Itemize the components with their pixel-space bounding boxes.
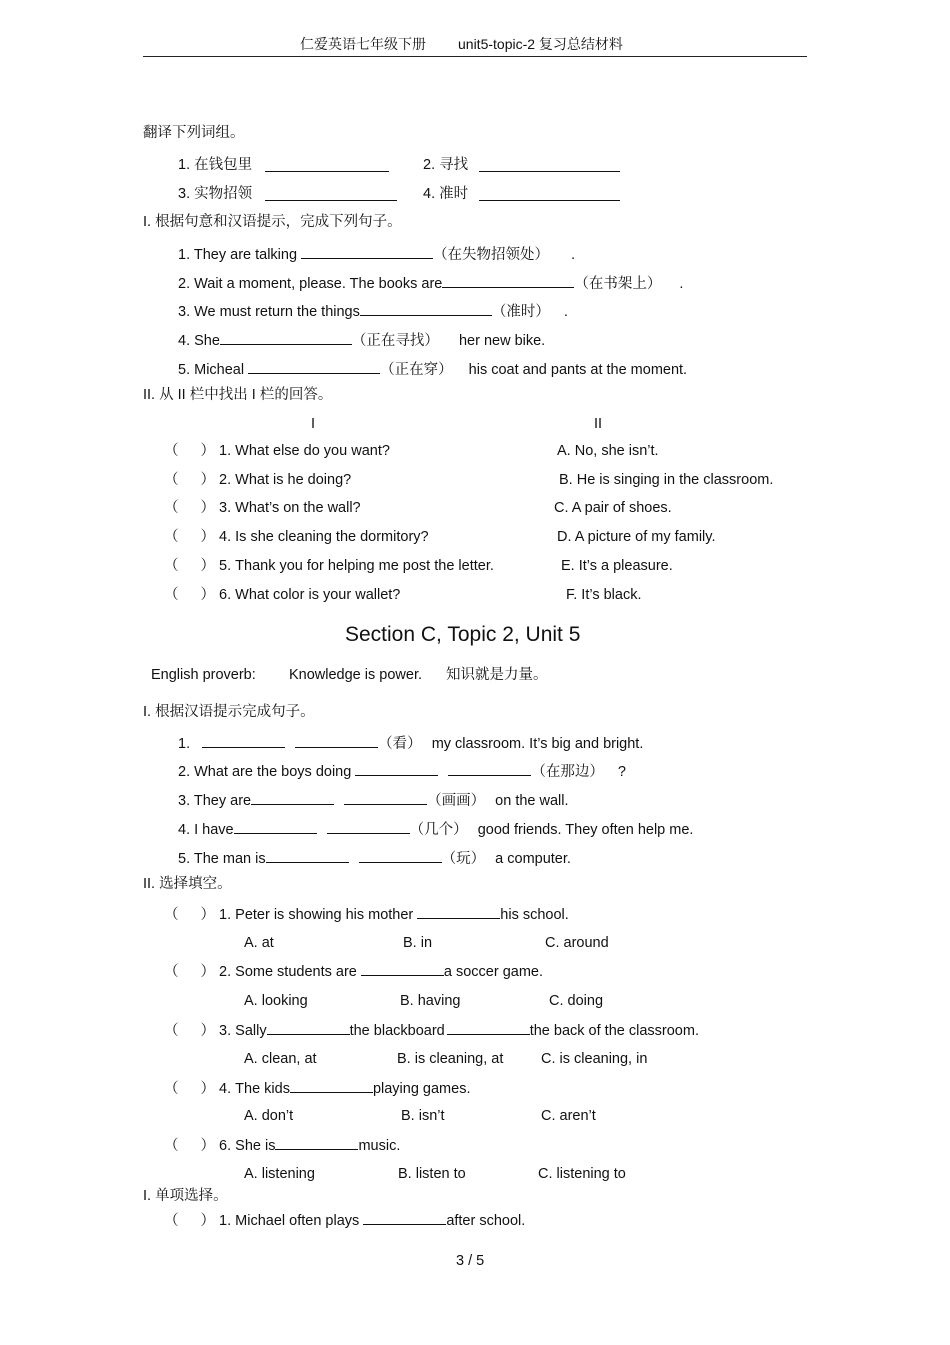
item-text: 寻找 — [439, 157, 469, 173]
question-text: 5. Thank you for helping me post the letter. — [219, 558, 494, 574]
question-text: music. — [358, 1138, 401, 1154]
paren-open: （ — [164, 907, 179, 923]
sentence-text: 2. Wait a moment, please. The books are — [178, 276, 443, 292]
part3-heading: II. 从 II 栏中找出 I 栏的回答。 — [143, 387, 333, 403]
paren-open: （ — [164, 1213, 179, 1229]
answer-blank[interactable] — [363, 1211, 446, 1225]
answer-blank[interactable] — [479, 187, 620, 201]
answer-blank[interactable] — [202, 734, 285, 748]
paren-open: （ — [164, 529, 179, 545]
question-text: 1. Michael often plays — [219, 1213, 360, 1229]
question-text: 3. What’s on the wall? — [219, 500, 361, 516]
question-text: a soccer game. — [443, 964, 544, 980]
paren-close: ） — [200, 472, 215, 488]
sentence-text: 5. The man is — [178, 851, 266, 867]
answer-blank[interactable] — [234, 820, 317, 834]
answer-blank[interactable] — [355, 762, 438, 776]
paren-close: ） — [200, 443, 215, 459]
match-answer-a: A. No, she isn’t. — [557, 443, 659, 459]
match-answer-c: C. A pair of shoes. — [554, 500, 672, 516]
paren-close: ） — [200, 1023, 215, 1039]
paren-close: ） — [200, 558, 215, 574]
option-c[interactable]: C. aren’t — [541, 1108, 596, 1124]
column-header-1: I — [311, 416, 316, 432]
header-title: 仁爱英语七年级下册 — [300, 36, 426, 52]
answer-blank[interactable] — [417, 905, 500, 919]
chinese-hint: （几个） — [409, 822, 468, 838]
answer-blank[interactable] — [267, 1021, 350, 1035]
option-b[interactable]: B. having — [400, 993, 461, 1009]
question-text: 1. Peter is showing his mother — [219, 907, 414, 923]
paren-close: ） — [200, 529, 215, 545]
answer-blank[interactable] — [448, 762, 531, 776]
paren-open: （ — [164, 500, 179, 516]
part6-heading: I. 单项选择。 — [143, 1188, 228, 1204]
answer-blank[interactable] — [251, 791, 334, 805]
answer-blank[interactable] — [359, 849, 442, 863]
part2-sentence-2 — [178, 274, 683, 292]
chinese-hint: （准时） — [491, 304, 550, 320]
option-a[interactable]: A. at — [244, 935, 274, 951]
choice-question-2 — [164, 962, 543, 980]
question-text: the blackboard — [349, 1023, 445, 1039]
answer-blank[interactable] — [361, 962, 444, 976]
sentence-text: 3. We must return the things — [178, 304, 360, 320]
chinese-hint: （在失物招领处） — [433, 247, 550, 263]
option-a[interactable]: A. listening — [244, 1166, 315, 1182]
paren-open: （ — [164, 587, 179, 603]
question-text: 4. Is she cleaning the dormitory? — [219, 529, 429, 545]
answer-blank[interactable] — [360, 302, 492, 316]
part5-heading: II. 选择填空。 — [143, 876, 232, 892]
question-text: 2. What is he doing? — [219, 472, 352, 488]
part2-sentence-1 — [178, 245, 575, 263]
answer-blank[interactable] — [479, 158, 620, 172]
choice-question-3 — [164, 1021, 699, 1039]
match-row-4 — [164, 530, 429, 545]
paren-close: ） — [200, 587, 215, 603]
paren-close: ） — [200, 1213, 215, 1229]
sentence-text: my classroom. It’s big and bright. — [431, 736, 644, 752]
paren-open: （ — [164, 558, 179, 574]
question-text: 1. What else do you want? — [219, 443, 390, 459]
answer-blank[interactable] — [442, 274, 574, 288]
part4-sentence-3 — [178, 791, 569, 809]
choice-question-4 — [164, 1079, 470, 1097]
sentence-text: 4. I have — [178, 822, 234, 838]
page-number: 3 / 5 — [456, 1253, 485, 1269]
answer-blank[interactable] — [295, 734, 378, 748]
paren-close: ） — [200, 1081, 215, 1097]
option-c[interactable]: C. listening to — [538, 1166, 626, 1182]
item-num: 2. — [423, 157, 436, 173]
part4-sentence-2 — [178, 762, 626, 780]
part1-item-1 — [178, 158, 252, 173]
sentence-text: . — [679, 276, 684, 292]
header-subtitle: unit5-topic-2 复习总结材料 — [458, 36, 623, 52]
match-row-3 — [164, 501, 361, 516]
option-c[interactable]: C. around — [545, 935, 609, 951]
option-b[interactable]: B. isn’t — [401, 1108, 445, 1124]
chinese-hint: （正在穿） — [380, 362, 453, 378]
part1-item-2 — [423, 158, 468, 173]
paren-open: （ — [164, 1138, 179, 1154]
paren-open: （ — [164, 1081, 179, 1097]
part4-sentence-1 — [178, 734, 643, 752]
part1-heading: 翻译下列词组。 — [143, 125, 245, 141]
item-num: 4. — [423, 186, 436, 202]
option-c[interactable]: C. doing — [549, 993, 604, 1009]
match-row-2 — [164, 473, 351, 488]
answer-blank[interactable] — [275, 1136, 358, 1150]
answer-blank[interactable] — [290, 1079, 373, 1093]
section-title: Section C, Topic 2, Unit 5 — [345, 623, 581, 646]
sentence-text: on the wall. — [495, 793, 569, 809]
question-text: playing games. — [372, 1081, 471, 1097]
header-rule — [143, 56, 807, 57]
match-row-6 — [164, 588, 400, 603]
answer-blank[interactable] — [301, 245, 433, 259]
chinese-hint: （看） — [378, 736, 422, 752]
sentence-text: 4. She — [178, 333, 220, 349]
choice-question-1 — [164, 905, 569, 923]
part4-sentence-5 — [178, 849, 571, 867]
paren-close: ） — [200, 907, 215, 923]
answer-blank[interactable] — [220, 331, 352, 345]
sentence-text: . — [563, 304, 568, 320]
part4-sentence-4 — [178, 820, 693, 838]
paren-open: （ — [164, 1023, 179, 1039]
option-b[interactable]: B. is cleaning, at — [397, 1051, 504, 1067]
chinese-hint: （在那边） — [531, 764, 604, 780]
part2-sentence-3 — [178, 302, 568, 320]
option-a[interactable]: A. don’t — [244, 1108, 294, 1124]
paren-open: （ — [164, 472, 179, 488]
option-b[interactable]: B. listen to — [398, 1166, 466, 1182]
match-answer-e: E. It’s a pleasure. — [561, 558, 673, 574]
choice-question-6 — [164, 1136, 400, 1154]
part4-heading: I. 根据汉语提示完成句子。 — [143, 704, 315, 720]
question-text: 3. Sally — [219, 1023, 267, 1039]
sentence-text: her new bike. — [458, 333, 546, 349]
part2-sentence-4 — [178, 331, 545, 349]
paren-open: （ — [164, 964, 179, 980]
chinese-hint: （玩） — [441, 851, 486, 867]
answer-blank[interactable] — [327, 820, 410, 834]
option-c[interactable]: C. is cleaning, in — [541, 1051, 648, 1067]
sentence-text: 5. Micheal — [178, 362, 245, 378]
item-text: 实物招领 — [194, 186, 253, 202]
match-row-5 — [164, 559, 494, 574]
question-text: his school. — [500, 907, 569, 923]
item-num: 1. — [178, 157, 191, 173]
paren-close: ） — [200, 1138, 215, 1154]
sentence-text: his coat and pants at the moment. — [468, 362, 688, 378]
part1-item-3 — [178, 187, 252, 202]
sentence-text: good friends. They often help me. — [477, 822, 694, 838]
sentence-text: 2. What are the boys doing — [178, 764, 352, 780]
sentence-text: ? — [617, 764, 626, 780]
item-text: 准时 — [439, 186, 469, 202]
question-text: the back of the classroom. — [529, 1023, 699, 1039]
match-answer-b: B. He is singing in the classroom. — [559, 472, 774, 488]
sentence-text: . — [571, 247, 576, 263]
chinese-hint: （在书架上） — [574, 276, 662, 292]
question-text: 6. What color is your wallet? — [219, 587, 401, 603]
part2-heading: I. 根据句意和汉语提示，完成下列句子。 — [143, 214, 402, 230]
answer-blank[interactable] — [447, 1021, 530, 1035]
option-a[interactable]: A. looking — [244, 993, 308, 1009]
question-text: 2. Some students are — [219, 964, 357, 980]
part1-item-4 — [423, 187, 468, 202]
question-text: 4. The kids — [219, 1081, 290, 1097]
proverb-chinese: 知识就是力量。 — [446, 667, 548, 683]
option-a[interactable]: A. clean, at — [244, 1051, 317, 1067]
answer-blank[interactable] — [265, 158, 389, 172]
sentence-text: a computer. — [495, 851, 571, 867]
answer-blank[interactable] — [344, 791, 427, 805]
proverb-label: English proverb: — [151, 667, 256, 683]
answer-blank[interactable] — [265, 187, 397, 201]
sentence-text: 1. — [178, 736, 191, 752]
question-text: 6. She is — [219, 1138, 276, 1154]
item-num: 3. — [178, 186, 191, 202]
answer-blank[interactable] — [248, 360, 380, 374]
sentence-text: 1. They are talking — [178, 247, 298, 263]
proverb-english: Knowledge is power. — [289, 667, 422, 683]
match-answer-d: D. A picture of my family. — [557, 529, 716, 545]
question-text: after school. — [446, 1213, 526, 1229]
paren-close: ） — [200, 964, 215, 980]
option-b[interactable]: B. in — [403, 935, 433, 951]
answer-blank[interactable] — [266, 849, 349, 863]
part2-sentence-5 — [178, 360, 687, 378]
chinese-hint: （正在寻找） — [351, 333, 439, 349]
sentence-text: 3. They are — [178, 793, 252, 809]
item-text: 在钱包里 — [194, 157, 253, 173]
match-answer-f: F. It’s black. — [566, 587, 642, 603]
column-header-2: II — [594, 416, 603, 432]
match-row-1 — [164, 444, 390, 459]
paren-open: （ — [164, 443, 179, 459]
chinese-hint: （画画） — [427, 793, 486, 809]
single-choice-question-1 — [164, 1211, 525, 1229]
paren-close: ） — [200, 500, 215, 516]
